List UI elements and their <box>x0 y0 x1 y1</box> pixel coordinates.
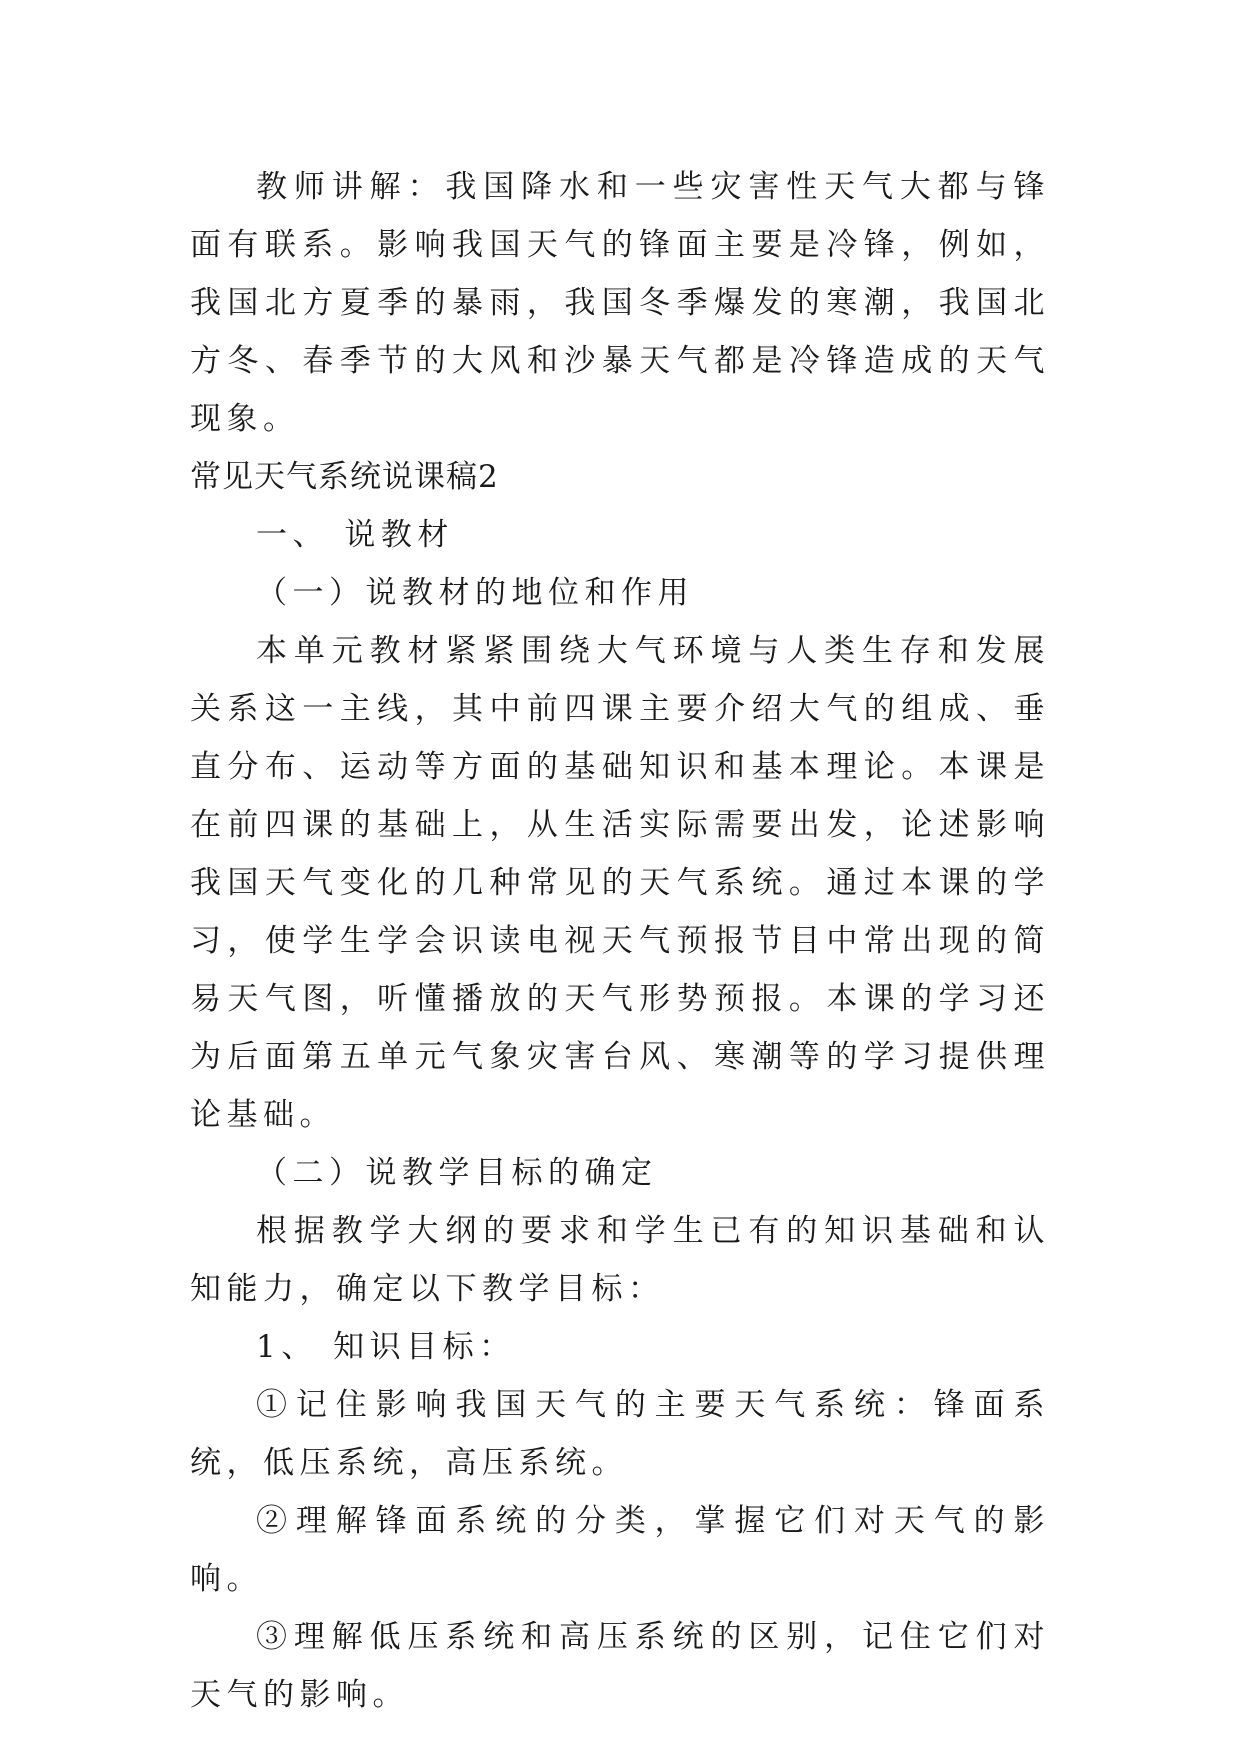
heading-level-2-material-role: （一）说教材的地位和作用 <box>256 575 694 611</box>
heading-knowledge-goals: 1、 知识目标： <box>256 1329 516 1365</box>
section-title: 常见天气系统说课稿2 <box>190 459 499 495</box>
list-item-goal-3: ③理解低压系统和高压系统的区别，记住它们对天气的影响。 <box>190 1619 1050 1713</box>
list-item-goal-1: ①记住影响我国天气的主要天气系统：锋面系统，低压系统，高压系统。 <box>190 1387 1050 1481</box>
paragraph-teacher-explanation: 教师讲解：我国降水和一些灾害性天气大都与锋面有联系。影响我国天气的锋面主要是冷锋，例如，我国北方夏季的暴雨，我国冬季爆发的寒潮，我国北方冬、春季节的大风和沙暴天气都是冷锋造成的天气现象。 <box>190 169 1050 437</box>
heading-level-1: 一、 说教材 <box>256 517 454 553</box>
paragraph-goals-intro: 根据教学大纲的要求和学生已有的知识基础和认知能力，确定以下教学目标： <box>190 1213 1050 1307</box>
list-item-goal-2: ②理解锋面系统的分类，掌握它们对天气的影响。 <box>190 1503 1050 1597</box>
document-body <box>190 158 1050 1724</box>
paragraph-material-description: 本单元教材紧紧围绕大气环境与人类生存和发展关系这一主线，其中前四课主要介绍大气的组成、垂直分布、运动等方面的基础知识和基本理论。本课是在前四课的基础上，从生活实际需要出发，论述影响我国天气变化的几种常见的天气系统。通过本课的学习，使学生学会识读电视天气预报节目中常出现的简易天气图，听懂播放的天气形势预报。本课的学习还为后面第五单元气象灾害台风、寒潮等的学习提供理论基础。 <box>190 633 1050 1133</box>
heading-level-2-teaching-goals: （二）说教学目标的确定 <box>256 1155 658 1191</box>
